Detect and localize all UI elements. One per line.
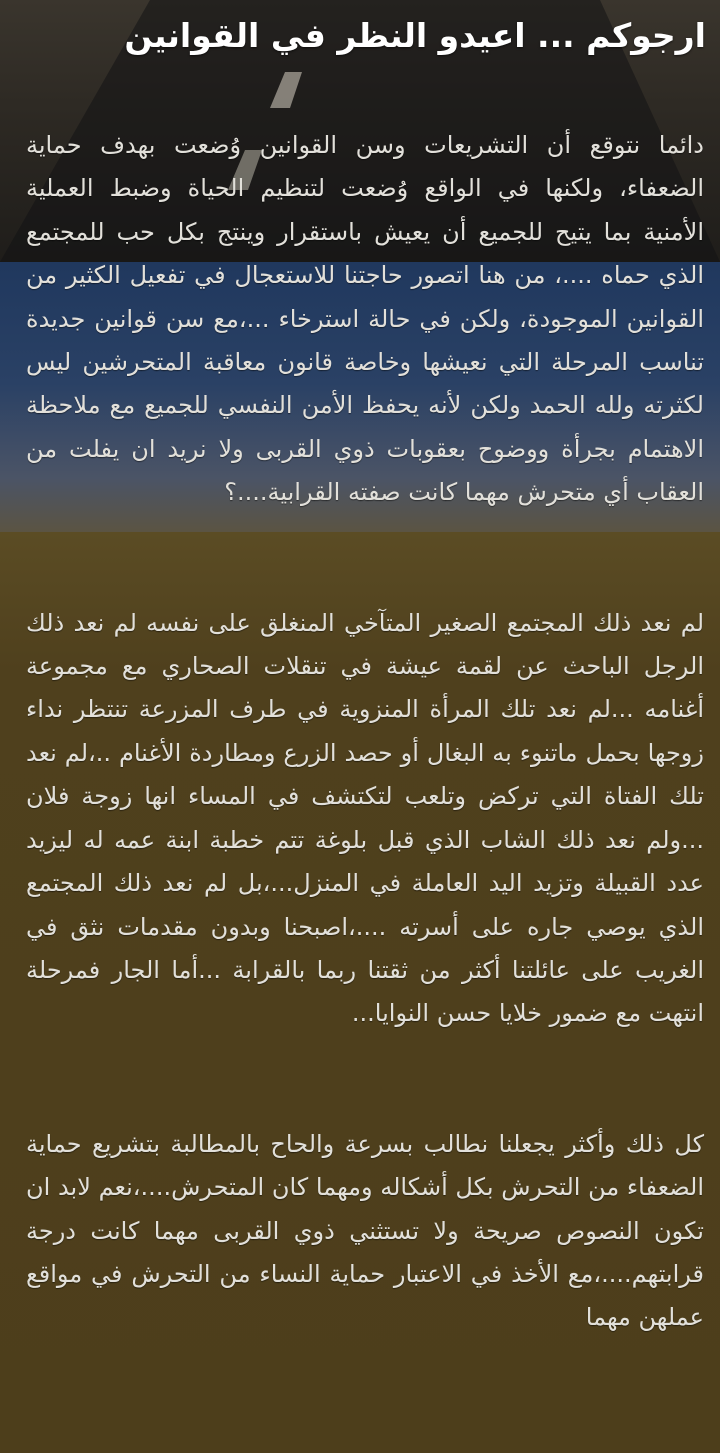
paragraph-3: كل ذلك وأكثر يجعلنا نطالب بسرعة والحاح بالمطالبة بتشريع حماية الضعفاء من التحرش بكل أشكاله ومهما كان المتحرش....،نعم لابد ان تكون النصوص صريحة ولا تستثني ذوي القربى مهما كانت درجة قرابتهم....،مع الأخذ في الاعتبار حماية النساء من التحرش في مواقع عملهن مهما [26,1129,704,1332]
article-title: ارجوكم ... اعيدو النظر في القوانين [124,16,706,55]
paragraph-1: دائما نتوقع أن التشريعات وسن القوانين وُضعت بهدف حماية الضعفاء، ولكنها في الواقع وُضعت لتنظيم الحياة وضبط العملية الأمنية بما يتيح للجميع أن يعيش باستقرار وينتج بكل حب للمجتمع الذي حماه ....، من هنا اتصور حاجتنا للاستعجال في تفعيل الكثير من القوانين الموجودة، ولكن في حالة استرخاء ...،مع سن قوانين جديدة تناسب المرحلة التي نعيشها وخاصة قانون معاقبة المتحرشين ليس لكثرته ولله الحمد ولكن لأنه يحفظ الأمن النفسي للجميع مع ملاحظة الاهتمام بجرأة ووضوح بعقوبات ذوي القربى ولا نريد ان يفلت من العقاب أي متحرش مهما كانت صفته القرابية....؟ [26,131,704,507]
paragraph-2: لم نعد ذلك المجتمع الصغير المتآخي المنغلق على نفسه لم نعد ذلك الرجل الباحث عن لقمة عيشة في تنقلات الصحاري مع مجموعة أغنامه ...لم نعد تلك المرأة المنزوية في طرف المزرعة تنتظر نداء زوجها بحمل ماتنوء به البغال أو حصد الزرع ومطاردة الأغنام ..،لم نعد تلك الفتاة التي تركض وتلعب لتكتشف في المساء انها زوجة فلان ...ولم نعد ذلك الشاب الذي قبل بلوغة تتم خطبة ابنة عمه له ليزيد عدد القبيلة وتزيد اليد العاملة في المنزل...،بل لم نعد ذلك المجتمع الذي يوصي جاره على أسرته ....،اصبحنا وبدون مقدمات نثق في الغريب على عائلتنا أكثر من ثقتنا ربما بالقرابة ...أما الجار فمرحلة انتهت مع ضمور خلايا حسن النوايا... [26,608,704,1028]
article-body [26,124,704,1340]
